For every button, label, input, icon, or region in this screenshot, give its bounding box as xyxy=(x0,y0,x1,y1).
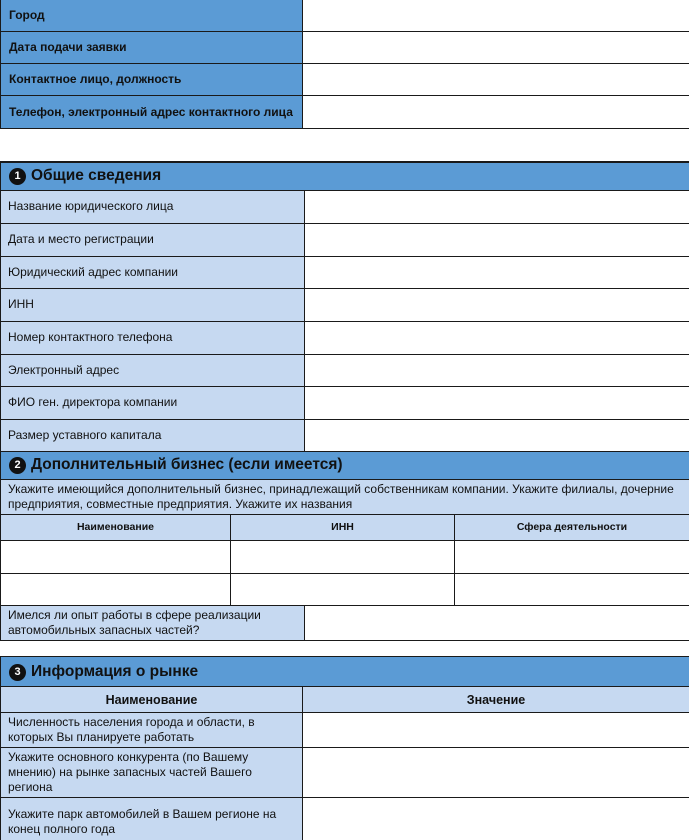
company-name-label: Название юридического лица xyxy=(1,190,305,223)
section-2-header xyxy=(1,451,689,479)
business-inn-cell[interactable] xyxy=(231,573,455,605)
section-1-header xyxy=(1,162,689,190)
section-3-title: Информация о рынке xyxy=(31,662,199,680)
column-name-header: Наименование xyxy=(1,514,231,540)
section-2-number-icon: 2 xyxy=(9,457,26,474)
population-label: Численность населения города и области, в которых Вы планируете работать xyxy=(1,713,303,748)
column-name-header: Наименование xyxy=(1,687,303,713)
section-3-number-icon: 3 xyxy=(9,664,26,681)
car-fleet-label: Укажите парк автомобилей в Вашем регионе на конец полного года xyxy=(1,798,303,840)
competitor-field[interactable] xyxy=(303,748,689,798)
inn-field[interactable] xyxy=(305,288,689,321)
column-activity-header: Сфера деятельности xyxy=(455,514,689,540)
director-name-label: ФИО ген. директора компании xyxy=(1,386,305,419)
business-activity-cell[interactable] xyxy=(455,540,689,573)
contact-table xyxy=(0,0,689,129)
company-name-field[interactable] xyxy=(305,190,689,223)
section-2-title: Дополнительный бизнес (если имеется) xyxy=(31,456,343,473)
column-value-header: Значение xyxy=(303,687,689,713)
column-inn-header: ИНН xyxy=(231,514,455,540)
phone-label: Номер контактного телефона xyxy=(1,321,305,354)
experience-answer-field[interactable] xyxy=(305,605,689,640)
business-activity-cell[interactable] xyxy=(455,573,689,605)
legal-address-field[interactable] xyxy=(305,256,689,288)
section-3-header xyxy=(1,657,689,687)
business-name-cell[interactable] xyxy=(1,540,231,573)
city-field[interactable] xyxy=(303,0,689,32)
email-field[interactable] xyxy=(305,354,689,386)
contact-person-field[interactable] xyxy=(303,64,689,96)
director-name-field[interactable] xyxy=(305,386,689,419)
email-label: Электронный адрес xyxy=(1,354,305,386)
contact-person-label: Контактное лицо, должность xyxy=(1,64,303,96)
city-label: Город xyxy=(1,0,303,32)
population-field[interactable] xyxy=(303,713,689,748)
legal-address-label: Юридический адрес компании xyxy=(1,256,305,288)
competitor-label: Укажите основного конкурента (по Вашему мнению) на рынке запасных частей Вашего региона xyxy=(1,748,303,798)
registration-field[interactable] xyxy=(305,223,689,256)
business-inn-cell[interactable] xyxy=(231,540,455,573)
car-fleet-field[interactable] xyxy=(303,798,689,840)
additional-business-description: Укажите имеющийся дополнительный бизнес, принадлежащий собственникам компании. Укажите филиалы, дочерние предприятия, совместные предприятия. Укажите их названия xyxy=(1,479,689,514)
charter-capital-field[interactable] xyxy=(305,419,689,451)
section-1-number-icon: 1 xyxy=(9,168,26,185)
section-1-title: Общие сведения xyxy=(31,167,162,185)
application-date-label: Дата подачи заявки xyxy=(1,32,303,64)
registration-label: Дата и место регистрации xyxy=(1,223,305,256)
application-date-field[interactable] xyxy=(303,32,689,64)
contact-phone-email-field[interactable] xyxy=(303,96,689,129)
contact-phone-email-label: Телефон, электронный адрес контактного лица xyxy=(1,96,303,129)
general-info-table xyxy=(0,161,689,641)
business-name-cell[interactable] xyxy=(1,573,231,605)
phone-field[interactable] xyxy=(305,321,689,354)
experience-question-label: Имелся ли опыт работы в сфере реализации автомобильных запасных частей? xyxy=(1,605,305,640)
inn-label: ИНН xyxy=(1,288,305,321)
market-info-table xyxy=(0,656,689,840)
charter-capital-label: Размер уставного капитала xyxy=(1,419,305,451)
